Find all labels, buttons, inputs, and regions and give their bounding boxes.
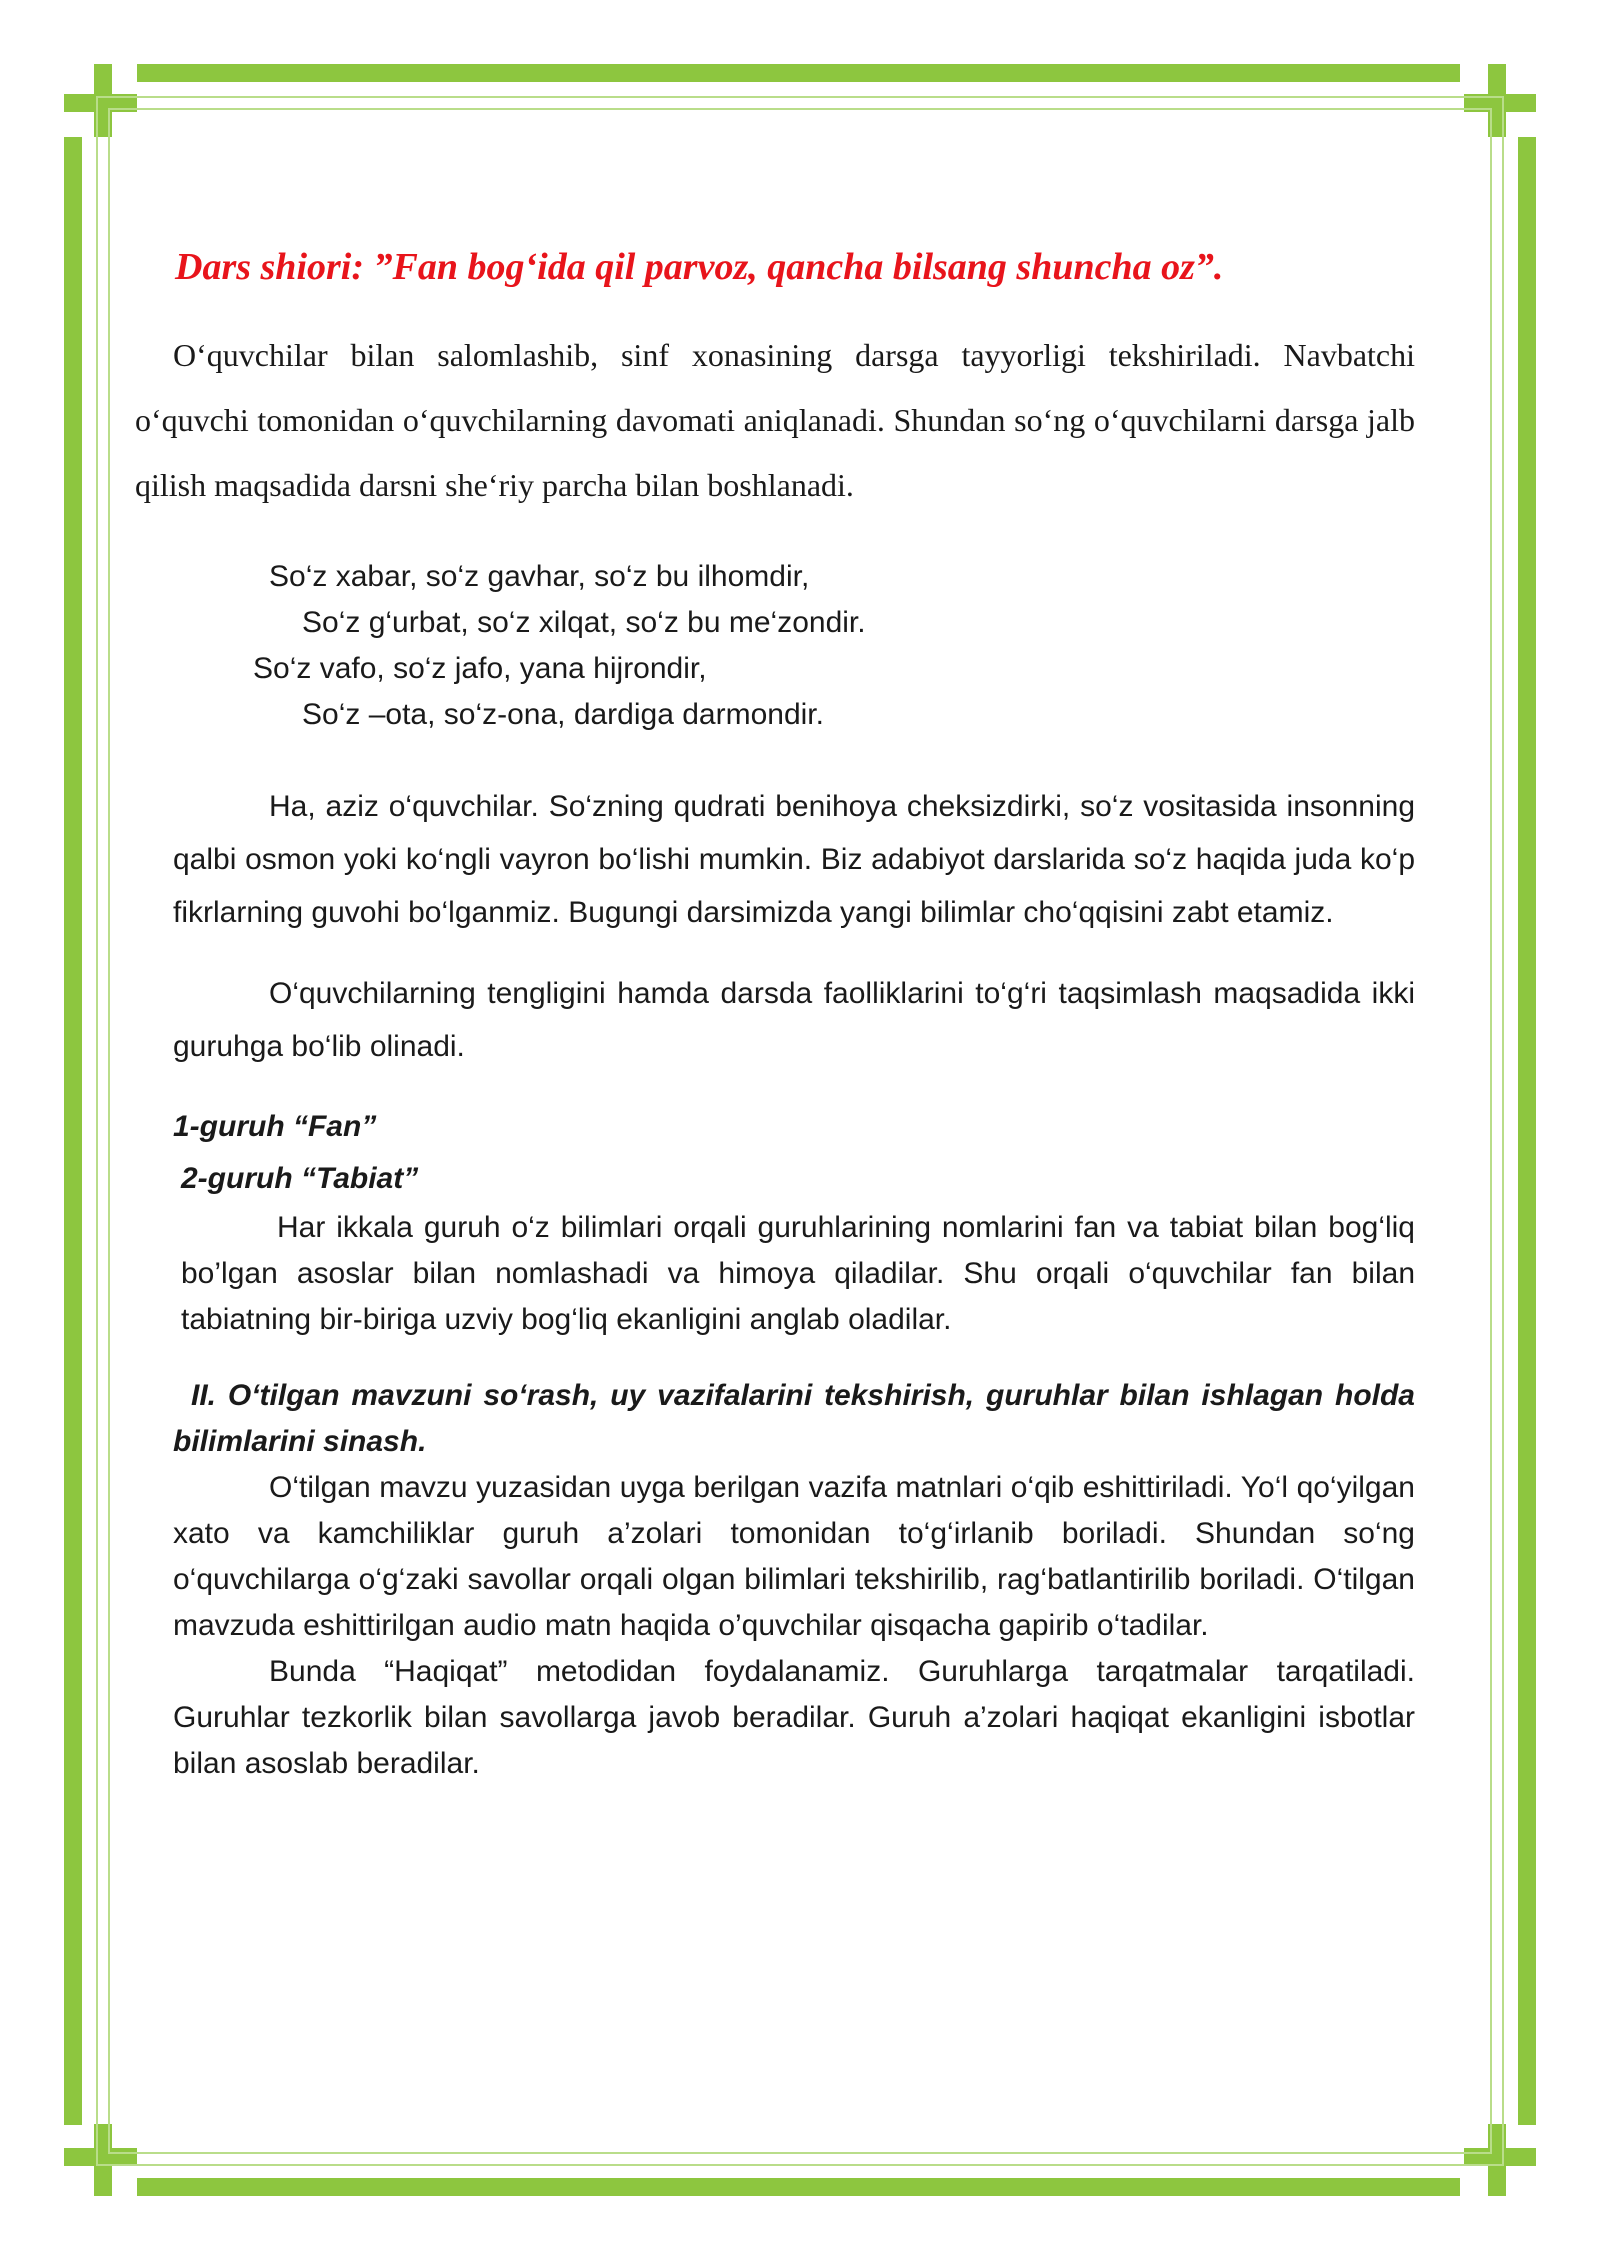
- section-2-heading: II. O‘tilgan mavzuni so‘rash, uy vazifalarini tekshirish, guruhlar bilan ishlagan holda bilimlarini sinash.: [173, 1379, 1415, 1458]
- poem-line: So‘z vafo, so‘z jafo, yana hijrondir,: [253, 652, 707, 685]
- poem-stanza: [135, 554, 1415, 738]
- paragraph-groups-intro: O‘quvchilarning tengligini hamda darsda faolliklarini to‘g‘ri taqsimlash maqsadida ikki guruhga bo‘lib olinadi.: [173, 977, 1415, 1063]
- groups-description: Har ikkala guruh o‘z bilimlari orqali guruhlarining nomlarini fan va tabiat bilan bog‘liq bo’lgan asoslar bilan nomlashadi va himoya qiladilar. Shu orqali o‘quvchilar fan bilan tabiatning bir-biriga uzviy bog‘liq ekanligini anglab oladilar.: [181, 1211, 1415, 1336]
- group-1-label: 1-guruh “Fan”: [173, 1110, 377, 1143]
- frame-bottom-border: [137, 2178, 1460, 2196]
- poem-line: So‘z g‘urbat, so‘z xilqat, so‘z bu me‘zondir.: [302, 606, 866, 639]
- intro-paragraph: O‘quvchilar bilan salomlashib, sinf xonasining darsga tayyorligi tekshiriladi. Navbatchi o‘quvchi tomonidan o‘quvchilarning davomati aniqlanadi. Shundan so‘ng o‘quvchilarni darsga jalb qilish maqsadida darsni she‘riy parcha bilan boshlanadi.: [135, 337, 1415, 503]
- frame-right-border: [1518, 137, 1536, 2125]
- section-2-paragraph-1: O‘tilgan mavzu yuzasidan uyga berilgan vazifa matnlari o‘qib eshittiriladi. Yo‘l qo‘yilgan xato va kamchiliklar guruh a’zolari tomonidan to‘g‘irlanib boriladi. Shundan so‘ng o‘quvchilarga o‘g‘zaki savollar orqali olgan bilimlari tekshirilib, rag‘batlantirilib boriladi. O‘tilgan mavzuda eshittirilgan audio matn haqida o’quvchilar qisqacha gapirib o‘tadilar.: [173, 1471, 1415, 1642]
- frame-top-border: [137, 64, 1460, 82]
- poem-line: So‘z xabar, so‘z gavhar, so‘z bu ilhomdir,: [269, 560, 810, 593]
- group-2-label: 2-guruh “Tabiat”: [181, 1162, 419, 1195]
- frame-left-border: [64, 137, 82, 2125]
- poem-line: So‘z –ota, so‘z-ona, dardiga darmondir.: [302, 698, 824, 731]
- page-content: [135, 245, 1415, 1787]
- section-2-paragraph-2: Bunda “Haqiqat” metodidan foydalanamiz. Guruhlarga tarqatmalar tarqatiladi. Guruhlar tezkorlik bilan savollarga javob beradilar. Guruh a’zolari haqiqat ekanligini isbotlar bilan asoslab beradilar.: [173, 1655, 1415, 1780]
- paragraph-word-power: Ha, aziz o‘quvchilar. So‘zning qudrati benihoya cheksizdirki, so‘z vositasida insonning qalbi osmon yoki ko‘ngli vayron bo‘lishi mumkin. Biz adabiyot darslarida so‘z haqida juda ko‘p fikrlarning guvohi bo‘lganmiz. Bugungi darsimizda yangi bilimlar cho‘qqisini zabt etamiz.: [173, 790, 1415, 929]
- lesson-motto: Dars shiori: ”Fan bog‘ida qil parvoz, qancha bilsang shuncha oz”.: [175, 246, 1224, 288]
